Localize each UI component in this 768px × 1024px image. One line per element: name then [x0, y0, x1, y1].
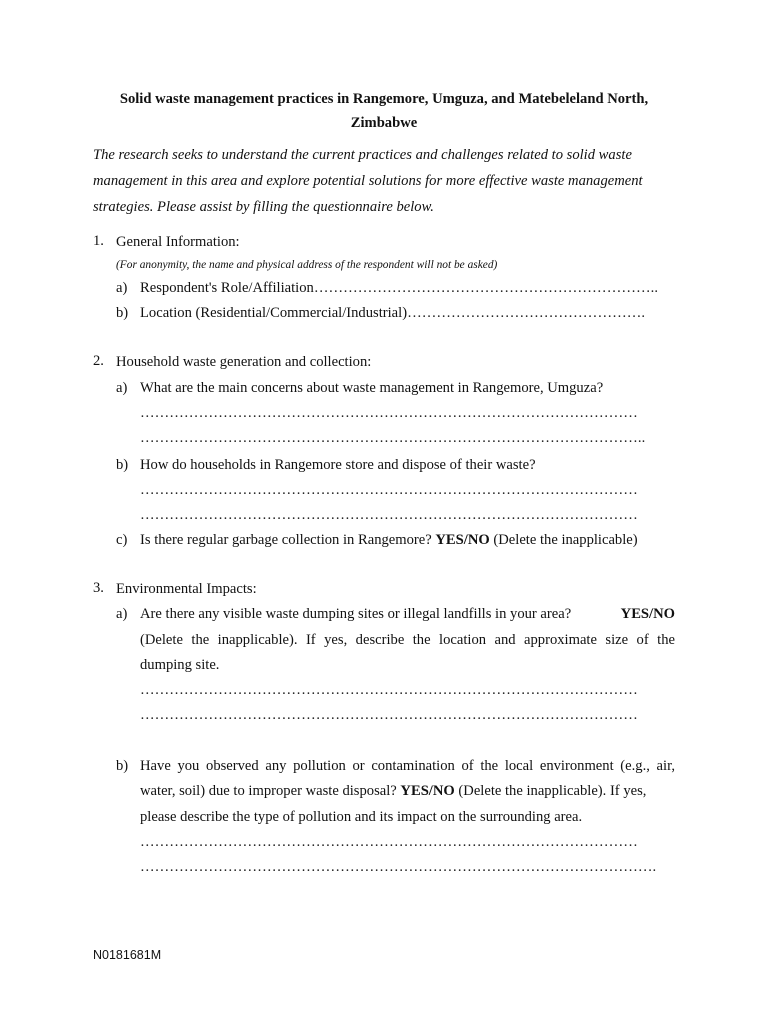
section-1-anonymity-note: (For anonymity, the name and physical address of the respondent will not be asked) — [116, 259, 498, 271]
item-3b-yes-no-option[interactable]: YES/NO — [400, 783, 455, 799]
item-1b-question — [140, 304, 645, 322]
item-2b-answer-line-2[interactable]: ………………………………………………………………………………………… — [140, 507, 638, 523]
item-3b-answer-line-2[interactable]: ……………………………………………………………………………………………. — [140, 859, 657, 875]
section-2-number: 2. — [93, 353, 104, 369]
item-2c-question — [140, 531, 638, 549]
document-title-line-1: Solid waste management practices in Rangemore, Umguza, and Matebeleland North, — [119, 91, 649, 107]
item-2c-label: c) — [116, 532, 128, 548]
section-3-number: 3. — [93, 580, 104, 596]
item-3b-line-1: Have you observed any pollution or contamination of the local environment (e.g., air, — [140, 758, 675, 774]
item-2a-label: a) — [116, 380, 128, 396]
item-1a-label: a) — [116, 280, 128, 296]
section-1-number: 1. — [93, 233, 104, 249]
item-2a-text: What are the main concerns about waste management in Rangemore, Umguza? — [140, 380, 604, 396]
item-3a-line-1 — [140, 605, 675, 623]
item-2c-instruction: (Delete the inapplicable) — [489, 532, 638, 548]
section-3-heading: Environmental Impacts: — [116, 581, 257, 597]
item-2b-text: How do households in Rangemore store and dispose of their waste? — [140, 457, 536, 473]
item-3b-line-3: please describe the type of pollution and its impact on the surrounding area. — [140, 809, 583, 825]
item-2b-label: b) — [116, 457, 129, 473]
item-1a-question — [140, 279, 658, 297]
item-2c-yes-no-option[interactable]: YES/NO — [435, 532, 490, 548]
item-3b-text: water, soil) due to improper waste disposal? — [140, 783, 401, 799]
item-3a-text: Are there any visible waste dumping sites or illegal landfills in your area? — [140, 606, 572, 622]
item-1b-text: Location (Residential/Commercial/Industrial) — [140, 305, 408, 321]
intro-line-2: management in this area and explore potential solutions for more effective waste management — [93, 173, 643, 189]
item-3a-answer-line-1[interactable]: ………………………………………………………………………………………… — [140, 682, 638, 698]
item-3a-yes-no-option[interactable]: YES/NO — [620, 606, 675, 622]
item-2c-text: Is there regular garbage collection in Rangemore? — [140, 532, 436, 548]
item-3b-line-2 — [140, 782, 646, 800]
item-1b-answer-field[interactable]: …………………………………………. — [407, 305, 646, 321]
intro-line-3: strategies. Please assist by filling the questionnaire below. — [93, 199, 434, 215]
item-2b-answer-line-1[interactable]: ………………………………………………………………………………………… — [140, 482, 638, 498]
item-3a-line-2: (Delete the inapplicable). If yes, describe the location and approximate size of the — [140, 632, 675, 648]
item-2a-answer-line-2[interactable]: ………………………………………………………………………………………….. — [140, 430, 646, 446]
item-1b-label: b) — [116, 305, 129, 321]
section-2-heading: Household waste generation and collection: — [116, 354, 372, 370]
intro-line-1: The research seeks to understand the current practices and challenges related to solid waste — [93, 147, 632, 163]
item-3a-answer-line-2[interactable]: ………………………………………………………………………………………… — [140, 707, 638, 723]
item-3b-instruction: (Delete the inapplicable). If yes, — [454, 783, 647, 799]
item-1a-answer-field[interactable]: …………………………………………………………….. — [313, 280, 659, 296]
item-1a-text: Respondent's Role/Affiliation — [140, 280, 314, 296]
item-2a-answer-line-1[interactable]: ………………………………………………………………………………………… — [140, 405, 638, 421]
item-3b-label: b) — [116, 758, 129, 774]
item-3a-label: a) — [116, 606, 128, 622]
section-1-heading: General Information: — [116, 234, 240, 250]
footer-student-id: N0181681M — [93, 948, 162, 962]
item-3a-line-3: dumping site. — [140, 657, 220, 673]
item-3b-answer-line-1[interactable]: ………………………………………………………………………………………… — [140, 834, 638, 850]
document-title-line-2: Zimbabwe — [350, 115, 418, 131]
